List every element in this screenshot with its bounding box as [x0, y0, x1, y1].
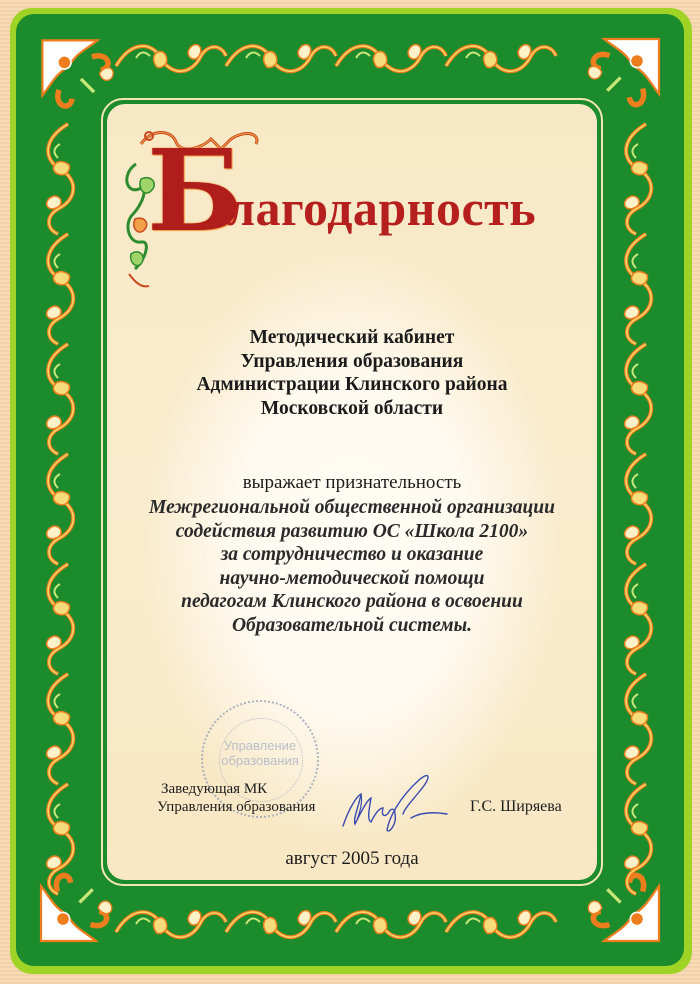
- stamp-line: Управление: [223, 738, 297, 753]
- expresses-text: выражает признательность: [242, 472, 462, 493]
- certificate-body: [107, 104, 597, 880]
- issuer-line: Методический кабинет: [249, 327, 455, 348]
- stamp-line: образования: [221, 753, 299, 768]
- title-text: лагодарность: [227, 180, 537, 236]
- recipient-line: научно-методической помощи: [219, 567, 485, 589]
- issue-date: август 2005 года: [285, 848, 419, 869]
- issuer-line: Московской области: [260, 397, 444, 419]
- recipient-line: содействия развитию ОС «Школа 2100»: [175, 520, 529, 542]
- title-dropcap: Б: [147, 126, 243, 257]
- issuer-line: Управления образования: [240, 350, 464, 372]
- recipient-line: педагогам Клинского района в освоении: [181, 591, 523, 612]
- issuer-line: Администрации Клинского района: [196, 374, 508, 395]
- recipient-line: за сотрудничество и оказание: [220, 544, 484, 565]
- signer-title: [157, 780, 315, 816]
- signer-title-line: Заведующая МК: [161, 781, 268, 797]
- issuer-block: [107, 326, 597, 420]
- signer-name: Г.С. Ширяева: [470, 798, 562, 815]
- stamp-text: [203, 738, 317, 768]
- recipient-block: [107, 496, 597, 637]
- recipient-line: Межрегиональной общественной организации: [149, 497, 555, 518]
- ornamental-frame: [16, 14, 684, 966]
- recipient-line: Образовательной системы.: [231, 614, 473, 636]
- title-block: [107, 114, 597, 294]
- signature-icon: [339, 768, 449, 838]
- signer-title-line: Управления образования: [157, 799, 316, 815]
